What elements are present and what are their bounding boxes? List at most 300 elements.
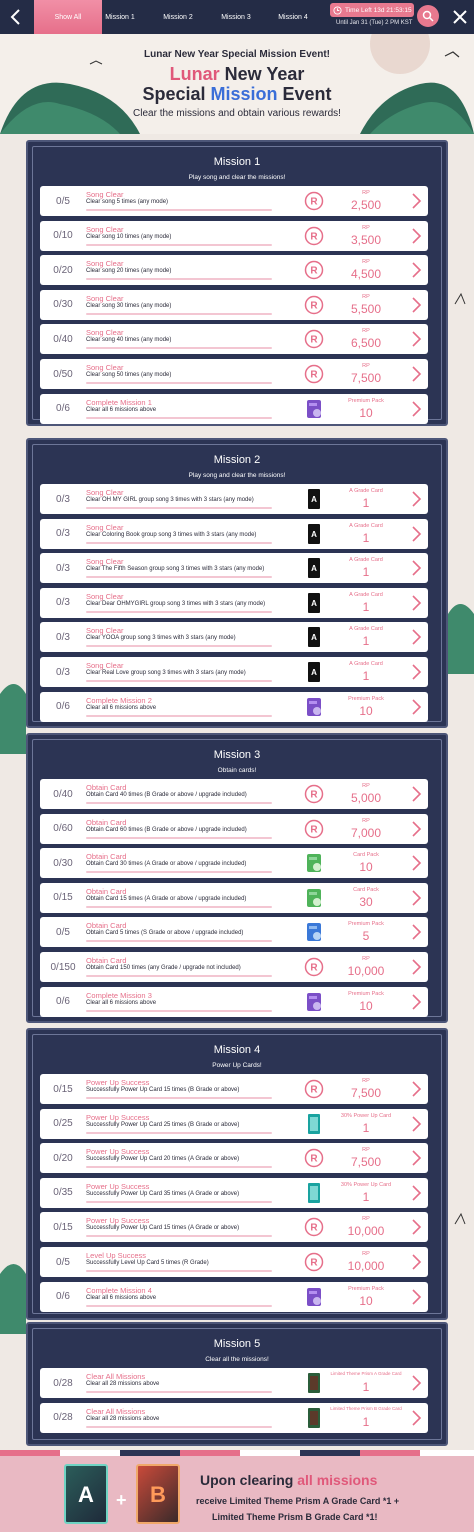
- power-up-card-icon: [304, 1114, 324, 1134]
- reward-icon: [304, 1287, 324, 1307]
- mission-row[interactable]: [40, 1143, 428, 1173]
- rp-coin-icon: [304, 364, 324, 384]
- reward-icon: [304, 593, 324, 613]
- tab-mission-3[interactable]: Mission 3: [221, 13, 251, 21]
- reward-label: Limited Theme Prism B Grade Card: [330, 1405, 402, 1411]
- rp-coin-icon: [304, 329, 324, 349]
- svg-text:A: A: [311, 633, 317, 643]
- top-bar: [0, 0, 474, 34]
- chevron-right-icon: [410, 1254, 422, 1270]
- chevron-right-icon: [410, 526, 422, 542]
- a-grade-card-icon: [304, 593, 324, 613]
- mission-name: Obtain Card: [86, 783, 127, 792]
- mission-progress: 0/28: [53, 1377, 73, 1389]
- a-grade-card-icon: [304, 627, 324, 647]
- svg-text:R: R: [310, 231, 318, 243]
- reward-value: 1: [362, 565, 370, 580]
- mission-description: Clear song 20 times (any mode): [86, 268, 172, 275]
- svg-text:A: A: [311, 668, 317, 677]
- reward-icon: [304, 1148, 324, 1168]
- mission-name: Song Clear: [86, 224, 124, 234]
- reward-value: 1: [362, 496, 370, 510]
- reward-value: 10,000: [347, 1224, 385, 1239]
- mission-row[interactable]: [40, 779, 428, 809]
- chevron-right-icon: [410, 664, 422, 680]
- svg-text:R: R: [310, 1084, 318, 1096]
- mission-progress: 0/20: [53, 264, 73, 276]
- mission-row[interactable]: [40, 1212, 428, 1242]
- mission-row[interactable]: [40, 1282, 428, 1312]
- mission-subtitle: Power Up Cards!: [212, 1062, 262, 1069]
- search-icon: [422, 10, 434, 22]
- reward-value: 10,000: [347, 964, 385, 978]
- reward-value: 5,500: [350, 301, 382, 316]
- svg-text:R: R: [310, 789, 318, 801]
- mission-description: Obtain Card 15 times (A Grade or above / upgrade included): [86, 895, 247, 902]
- reward-value: 1: [362, 669, 370, 683]
- mission-title: Mission 5: [213, 1338, 261, 1350]
- mission-description: Clear YOOA group song 3 times with 3 stars (any mode): [86, 635, 236, 642]
- reward-label: RP: [362, 328, 370, 335]
- mission-progress-bar: [86, 645, 272, 647]
- reward-label: A Grade Card: [349, 488, 383, 494]
- reward-icon: [304, 329, 324, 349]
- theme-prism-card-icon: [304, 1373, 324, 1393]
- mission-row[interactable]: [40, 290, 428, 320]
- tab-show-all[interactable]: Show All: [34, 0, 102, 34]
- banner-subtitle: Clear the missions and obtain various rewards!: [133, 108, 341, 119]
- card-pack-icon: [304, 888, 324, 908]
- mission-row[interactable]: [40, 883, 428, 913]
- mission-row[interactable]: [40, 255, 428, 285]
- mission-progress-bar: [86, 611, 272, 613]
- reward-value: 2,500: [350, 198, 382, 212]
- mission-name: Song Clear: [86, 363, 124, 372]
- reward-icon: [304, 1183, 324, 1203]
- reward-icon: [304, 558, 324, 578]
- mission-name: Obtain Card: [86, 956, 127, 965]
- mission-title: Mission 1: [213, 156, 261, 168]
- mission-name: Power Up Success: [86, 1181, 150, 1191]
- mission-row[interactable]: [40, 553, 428, 583]
- reward-label: A Grade Card: [349, 591, 383, 598]
- mission-progress-bar: [86, 1391, 272, 1393]
- mission-progress-bar: [86, 1305, 272, 1307]
- svg-text:A: A: [311, 529, 317, 539]
- chevron-right-icon: [410, 331, 422, 347]
- reward-label: A Grade Card: [349, 557, 383, 564]
- reward-icon: [304, 1408, 324, 1428]
- svg-text:R: R: [310, 824, 318, 836]
- title-event: Event: [282, 84, 332, 104]
- reward-icon: [304, 1217, 324, 1237]
- a-grade-card-icon: [304, 524, 324, 544]
- search-button[interactable]: [417, 5, 439, 27]
- mission-name: Song Clear: [86, 259, 124, 269]
- reward-icon: [304, 1114, 324, 1134]
- reward-value: 6,500: [350, 336, 382, 351]
- mission-row[interactable]: [40, 917, 428, 947]
- mission-progress-bar: [86, 1166, 272, 1168]
- mission-name: Obtain Card: [86, 886, 127, 896]
- mission-name: Power Up Success: [86, 1216, 150, 1226]
- mission-progress: 0/6: [56, 403, 70, 415]
- reward-value: 7,000: [350, 825, 382, 840]
- rp-coin-icon: [304, 295, 324, 315]
- mission-progress-bar: [86, 1270, 272, 1272]
- reward-label: RP: [362, 783, 370, 789]
- mission-description: Successfully Level Up Card 5 times (R Grade): [86, 1260, 209, 1266]
- close-button[interactable]: [446, 0, 474, 34]
- mission-progress: 0/20: [53, 1152, 73, 1164]
- reward-icon: [304, 853, 324, 873]
- mission-name: Obtain Card: [86, 921, 127, 931]
- chevron-right-icon: [410, 297, 422, 313]
- back-button[interactable]: [0, 0, 32, 34]
- mission-subtitle: Play song and clear the missions!: [188, 472, 286, 479]
- reward-value: 1: [362, 1120, 370, 1135]
- mission-row[interactable]: [40, 987, 428, 1017]
- close-icon: [453, 10, 467, 24]
- mission-progress-bar: [86, 382, 272, 384]
- mission-description: Successfully Power Up Card 20 times (A Grade or above): [86, 1156, 240, 1163]
- tab-mission-2[interactable]: Mission 2: [163, 13, 193, 21]
- mission-subtitle: Obtain cards!: [217, 767, 257, 774]
- mission-row[interactable]: [40, 359, 428, 389]
- mission-progress: 0/60: [53, 823, 73, 835]
- reward-value: 10: [359, 1293, 373, 1308]
- mission-progress: 0/3: [56, 528, 70, 540]
- chevron-right-icon: [410, 1185, 422, 1201]
- mission-name: Complete Mission 3: [86, 990, 152, 1000]
- chevron-right-icon: [410, 366, 422, 382]
- chevron-right-icon: [410, 786, 422, 802]
- mission-progress-bar: [86, 940, 272, 942]
- event-banner: [0, 34, 474, 134]
- mission-description: Clear song 30 times (any mode): [86, 302, 172, 309]
- mission-name: Song Clear: [86, 522, 124, 532]
- mission-title: Mission 4: [213, 1044, 261, 1056]
- chevron-right-icon: [410, 491, 422, 507]
- reward-label: RP: [362, 817, 370, 824]
- reward-value: 10,000: [347, 1259, 385, 1273]
- chevron-right-icon: [410, 1410, 422, 1426]
- mission-row[interactable]: [40, 186, 428, 216]
- footer-line-2: Limited Theme Prism B Grade Card *1!: [212, 1512, 378, 1522]
- mission-row[interactable]: [40, 952, 428, 982]
- reward-label: RP: [362, 293, 370, 300]
- mission-description: Clear all 28 missions above: [86, 1381, 160, 1387]
- reward-value: 30: [359, 894, 373, 909]
- reward-icon: [304, 1252, 324, 1272]
- mission-description: Successfully Power Up Card 15 times (B Grade or above): [86, 1087, 240, 1093]
- theme-prism-card-icon: [304, 1408, 324, 1428]
- power-up-card-icon: [304, 1183, 324, 1203]
- mission-name: Complete Mission 2: [86, 695, 152, 705]
- mission-subtitle: Play song and clear the missions!: [188, 174, 286, 181]
- mission-row[interactable]: [40, 1247, 428, 1277]
- mission-progress: 0/6: [56, 996, 70, 1008]
- reward-value: 10: [359, 860, 373, 875]
- mission-progress-bar: [86, 507, 272, 509]
- rp-coin-icon: [304, 1079, 324, 1099]
- mission-row[interactable]: [40, 324, 428, 354]
- mission-description: Obtain Card 40 times (B Grade or above / upgrade included): [86, 792, 247, 798]
- reward-icon: [304, 627, 324, 647]
- reward-label: RP: [362, 190, 370, 196]
- reward-icon: [304, 1079, 324, 1099]
- mission-row[interactable]: [40, 519, 428, 549]
- reward-icon: [304, 364, 324, 384]
- mission-description: Obtain Card 30 times (A Grade or above / upgrade included): [86, 861, 247, 868]
- chevron-right-icon: [410, 699, 422, 715]
- mission-progress-bar: [86, 576, 272, 578]
- chevron-right-icon: [410, 924, 422, 940]
- mission-description: Obtain Card 60 times (B Grade or above / upgrade included): [86, 826, 247, 833]
- mission-progress-bar: [86, 313, 272, 315]
- reward-label: Premium Pack: [348, 990, 384, 997]
- reward-value: 3,500: [350, 232, 382, 247]
- mission-description: Clear Real Love group song 3 times with 3 stars (any mode): [86, 670, 246, 676]
- mission-name: Song Clear: [86, 488, 124, 497]
- reward-label: A Grade Card: [349, 661, 383, 667]
- mission-progress-bar: [86, 715, 272, 717]
- reward-label: 30% Power Up Card: [340, 1181, 392, 1188]
- mission-progress-bar: [86, 209, 272, 211]
- mission-description: Clear all 6 missions above: [86, 999, 157, 1006]
- reward-value: 1: [362, 1189, 370, 1204]
- chevron-right-icon: [410, 629, 422, 645]
- svg-text:R: R: [310, 1257, 318, 1269]
- chevron-right-icon: [410, 1116, 422, 1132]
- reward-icon: [304, 888, 324, 908]
- reward-icon: [304, 784, 324, 804]
- mission-row[interactable]: [40, 1368, 428, 1398]
- svg-text:A: A: [311, 495, 317, 504]
- reward-label: RP: [362, 1251, 370, 1257]
- mission-name: Complete Mission 1: [86, 397, 152, 407]
- reward-label: Card Pack: [353, 852, 379, 859]
- mission-name: Power Up Success: [86, 1112, 150, 1122]
- mission-row[interactable]: [40, 1403, 428, 1433]
- reward-label: Card Pack: [353, 886, 379, 893]
- reward-icon: [304, 191, 324, 211]
- mission-row[interactable]: [40, 484, 428, 514]
- mission-row[interactable]: [40, 848, 428, 878]
- reward-label: RP: [362, 1078, 370, 1084]
- mission-description: Successfully Power Up Card 25 times (B Grade or above): [86, 1121, 240, 1128]
- mission-name: Power Up Success: [86, 1078, 150, 1087]
- reward-value: 1: [362, 634, 370, 649]
- chevron-right-icon: [410, 959, 422, 975]
- mission-progress: 0/15: [53, 1221, 73, 1233]
- mission-progress-bar: [86, 906, 272, 908]
- reward-value: 7,500: [350, 1086, 382, 1100]
- chevron-left-icon: [9, 8, 23, 26]
- mission-title: Mission 2: [213, 454, 261, 466]
- mission-row[interactable]: [40, 394, 428, 424]
- reward-label: RP: [362, 363, 370, 369]
- mission-subtitle: Clear all the missions!: [205, 1356, 269, 1363]
- mission-progress: 0/25: [53, 1118, 73, 1130]
- mission-description: Clear The Fifth Season group song 3 times with 3 stars (any mode): [86, 566, 265, 573]
- reward-label: RP: [362, 1147, 370, 1154]
- chevron-right-icon: [410, 890, 422, 906]
- svg-text:R: R: [310, 1222, 318, 1234]
- mission-row[interactable]: [40, 221, 428, 251]
- mission-description: Clear OH MY GIRL group song 3 times with 3 stars (any mode): [86, 497, 254, 503]
- reward-icon: [304, 697, 324, 717]
- chevron-right-icon: [410, 994, 422, 1010]
- card-b-letter: B: [150, 1482, 166, 1507]
- a-grade-card-icon: [304, 662, 324, 682]
- mission-progress-bar: [86, 975, 272, 977]
- chevron-right-icon: [410, 228, 422, 244]
- reward-label: Premium Pack: [348, 1285, 384, 1292]
- banner-title: [0, 64, 474, 104]
- time-left-badge: [330, 3, 414, 17]
- time-left-text: Time Left 13d 21:53:15: [345, 6, 412, 14]
- chevron-right-icon: [410, 1219, 422, 1235]
- premium-pack-icon: [304, 1287, 324, 1307]
- reward-label: Premium Pack: [348, 695, 384, 702]
- svg-text:R: R: [310, 962, 318, 974]
- reward-icon: [304, 992, 324, 1012]
- svg-text:R: R: [310, 300, 318, 312]
- mission-description: Clear song 5 times (any mode): [86, 199, 169, 205]
- until-text: Until Jan 31 (Tue) 2 PM KST: [336, 20, 413, 26]
- reward-value: 1: [362, 530, 370, 545]
- mission-description: Clear Coloring Book group song 3 times with 3 stars (any mode): [86, 531, 257, 538]
- premium-pack-blue-icon: [304, 922, 324, 942]
- reward-icon: [304, 957, 324, 977]
- mission-progress: 0/15: [53, 1083, 73, 1095]
- mission-row[interactable]: [40, 1178, 428, 1208]
- reward-value: 1: [362, 599, 370, 614]
- reward-label: RP: [362, 224, 370, 231]
- mission-row[interactable]: [40, 622, 428, 652]
- title-mission: Mission: [210, 84, 278, 104]
- premium-pack-icon: [304, 697, 324, 717]
- chevron-right-icon: [410, 595, 422, 611]
- mission-name: Song Clear: [86, 626, 124, 636]
- rp-coin-icon: [304, 784, 324, 804]
- reward-label: 30% Power Up Card: [340, 1112, 392, 1119]
- reward-icon: [304, 260, 324, 280]
- footer-headline: [200, 1472, 377, 1488]
- title-special: Special: [142, 84, 206, 104]
- footer-head-b: all missions: [297, 1472, 378, 1488]
- mission-progress-bar: [86, 680, 272, 682]
- mission-description: Clear song 50 times (any mode): [86, 372, 172, 378]
- mission-progress: 0/5: [56, 926, 70, 938]
- rp-coin-icon: [304, 226, 324, 246]
- reward-value: 10: [359, 405, 373, 420]
- mission-name: Obtain Card: [86, 817, 127, 827]
- mission-name: Song Clear: [86, 293, 124, 303]
- svg-text:R: R: [310, 1153, 318, 1165]
- svg-text:A: A: [311, 564, 317, 574]
- chevron-right-icon: [410, 855, 422, 871]
- mission-progress: 0/3: [56, 666, 70, 678]
- banner-top-text: Lunar New Year Special Mission Event!: [144, 49, 330, 60]
- mission-progress: 0/3: [56, 493, 70, 505]
- mission-name: Level Up Success: [86, 1251, 147, 1260]
- reward-icon: [304, 295, 324, 315]
- reward-value: 7,500: [350, 1155, 382, 1170]
- mission-row[interactable]: [40, 692, 428, 722]
- a-grade-card-icon: [304, 558, 324, 578]
- mission-progress-bar: [86, 837, 272, 839]
- reward-value: 5,000: [350, 791, 382, 805]
- card-pack-icon: [304, 853, 324, 873]
- mission-row[interactable]: [40, 814, 428, 844]
- reward-icon: [304, 399, 324, 419]
- reward-label: RP: [362, 259, 370, 266]
- mission-description: Successfully Power Up Card 15 times (A Grade or above): [86, 1225, 240, 1232]
- chevron-right-icon: [410, 821, 422, 837]
- mission-progress-bar: [86, 347, 272, 349]
- mission-row[interactable]: [40, 657, 428, 687]
- tab-mission-4[interactable]: Mission 4: [278, 13, 308, 21]
- reward-value: 10: [359, 703, 373, 718]
- mission-progress: 0/15: [53, 892, 73, 904]
- reward-icon: [304, 819, 324, 839]
- chevron-right-icon: [410, 193, 422, 209]
- mission-progress: 0/6: [56, 701, 70, 713]
- tab-mission-1[interactable]: Mission 1: [105, 13, 135, 21]
- mission-name: Power Up Success: [86, 1147, 150, 1157]
- mission-progress: 0/40: [53, 333, 73, 345]
- reward-icon: [304, 489, 324, 509]
- mission-progress-bar: [86, 871, 272, 873]
- mission-progress-bar: [86, 244, 272, 246]
- mission-name: Complete Mission 4: [86, 1285, 152, 1295]
- clock-icon: [333, 6, 342, 15]
- mission-name: Song Clear: [86, 328, 124, 338]
- mission-progress-bar: [86, 1132, 272, 1134]
- mission-name: Clear All Missions: [86, 1372, 146, 1381]
- mission-row[interactable]: [40, 588, 428, 618]
- reward-icon: [304, 226, 324, 246]
- mission-row[interactable]: [40, 1109, 428, 1139]
- reward-value: 5: [362, 929, 370, 944]
- prism-b-card-image: [136, 1464, 180, 1524]
- premium-pack-icon: [304, 399, 324, 419]
- chevron-right-icon: [410, 1150, 422, 1166]
- mission-progress: 0/150: [50, 961, 76, 973]
- chevron-right-icon: [410, 262, 422, 278]
- chevron-right-icon: [410, 401, 422, 417]
- reward-label: Premium Pack: [348, 397, 384, 404]
- rp-coin-icon: [304, 1252, 324, 1272]
- footer-head-a: Upon clearing: [200, 1472, 294, 1488]
- mission-row[interactable]: [40, 1074, 428, 1104]
- event-timer: [330, 3, 414, 31]
- reward-label: Premium Pack: [348, 921, 384, 928]
- premium-pack-icon: [304, 992, 324, 1012]
- mission-progress-bar: [86, 542, 272, 544]
- reward-label: A Grade Card: [349, 626, 383, 633]
- reward-value: 1: [362, 1414, 370, 1429]
- mission-description: Clear song 10 times (any mode): [86, 233, 172, 240]
- svg-text:R: R: [310, 334, 318, 346]
- reward-icon: [304, 1373, 324, 1393]
- svg-text:A: A: [311, 598, 317, 608]
- mission-progress-bar: [86, 417, 272, 419]
- mission-progress: 0/3: [56, 562, 70, 574]
- reward-label: A Grade Card: [349, 522, 383, 529]
